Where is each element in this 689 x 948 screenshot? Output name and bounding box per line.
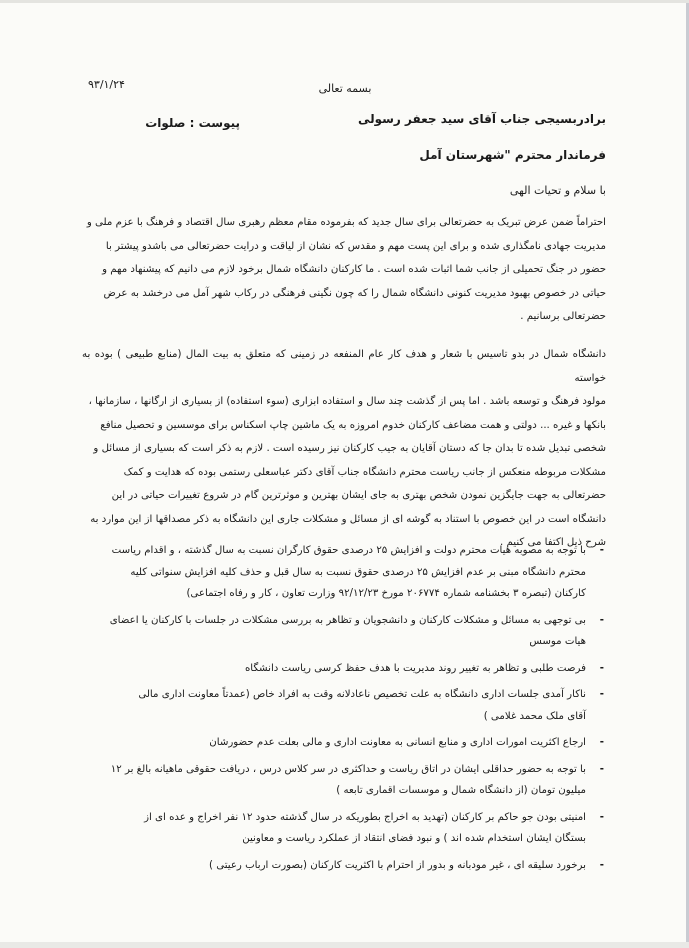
complaints-list [95,540,604,881]
greeting: با سلام و تحیات الهی [509,184,606,197]
list-item [95,855,604,877]
paragraph-line: مشکلات مربوطه منعکس از جانب ریاست محترم دانشگاه جناب آقای دکتر عباسعلی رستمی بوده که هدایت و کمک [123,466,606,478]
basmala: بسمه تعالی [318,82,372,95]
list-item-line: با توجه به مصوبه هیات محترم دولت و افزایش ۲۵ درصدی حقوق کارگران نسبت به سال گذشته ، و اقدام ریاست [111,545,586,556]
list-item-line: محترم دانشگاه مبنی بر عدم افزایش ۲۵ درصدی حقوق نسبت به سال قبل و حذف کلیه افزایش سنواتی کلیه [130,566,586,578]
paragraph-line: حضرتعالی برسانیم . [520,311,606,322]
scan-edge-bottom [0,942,689,948]
list-bullet: - [599,811,604,823]
paragraph-line: مدیریت جهادی نامگذاری شده و برای این پست مهم و مقدس که نشان از لیاقت و درایت حضرتعالی می باشدو پیشتر با [105,240,606,252]
paragraph-line: مولود فرهنگ و توسعه باشد . اما پس از گذشت چند سال و استفاده ابزاری (سوء استفاده) از بسیاری از ارگانها ، سازمانها ، [88,396,606,407]
list-item-line: بی توجهی به مسائل و مشکلات کارکنان و دانشجویان و تظاهر به بررسی مشکلات در جلسات با کارکنان یا اعضای [109,614,586,626]
list-bullet: - [599,662,604,674]
recipient-line-2: فرماندار محترم "شهرستان آمل [419,148,606,162]
list-item-line: کارکنان (تبصره ۳ بخشنامه شماره ۲۰۶۷۷۴ مورخ ۹۲/۱۲/۲۳ وزارت تعاون ، کار و رفاه اجتماعی) [186,588,586,599]
list-item [95,732,604,754]
list-item [95,759,604,802]
paragraph-line: حیاتی در خصوص بهبود مدیریت کنونی دانشگاه شمال را که چون نگینی فرهنگی در رکاب شهر آمل می درخشد به عرض [103,287,606,299]
scan-edge-top [0,0,689,3]
paragraph-line: بانکها و غیره ... دولتی و همت مضاعف کارکنان خدوم امروزه به یک ماشین چاپ اسکناس برای موسسین و تحصیل منافع [100,419,606,431]
list-bullet: - [599,614,604,626]
attachment-note: پیوست : صلوات [145,116,240,130]
list-item [95,807,604,850]
list-item [95,658,604,680]
list-item-line: ارجاع اکثریت امورات اداری و منابع انسانی به معاونت اداری و مالی بعلت عدم حضورشان [209,737,586,748]
paragraph-line: دانشگاه است در این خصوص با استناد به گوشه ای از مسائل و مشکلات جاری این دانشگاه به ذکر مصداقها از این موارد به [90,513,606,525]
list-item-line: فرصت طلبی و تظاهر به تغییر روند مدیریت با هدف حفظ کرسی ریاست دانشگاه [244,662,586,674]
list-item-line: هیات موسس [529,636,586,647]
list-item-line: ناکار آمدی جلسات اداری دانشگاه به علت تخصیص ناعادلانه وقت به افراد خاص (عمدتاً معاونت اداری مالی [138,689,586,700]
list-item-line: برخورد سلیقه ای ، غیر مودبانه و بدور از احترام با اکثریت کارکنان (بصورت ارباب رعیتی ) [209,859,586,871]
list-item [95,610,604,653]
paragraph-line: حضور در جنگ تحمیلی از جانب شما اثبات شده است . ما کارکنان دانشگاه شمال برخود لازم می دانیم که پیشنهاد مهم و [102,264,606,275]
paragraph-line: حضرتعالی به جهت جایگزین نمودن شخص بهتری به جای ایشان بهترین و موثرترین گام در شروع تغییرات حیاتی در این [111,490,606,501]
list-item [95,684,604,727]
list-item-line: بستگان ایشان استخدام شده اند ) و نبود فضای انتقاد از عملکرد ریاست و معاونین [242,833,586,844]
list-bullet: - [599,545,604,556]
list-bullet: - [599,859,604,871]
letter-date: ۹۳/۱/۲۴ [88,78,125,91]
paragraph-line: شرح ذیل اکتفا می کنیم . [500,537,606,548]
list-bullet: - [599,763,604,775]
paragraph-intro [82,211,606,329]
recipient-line-1: برادربسیجی جناب آقای سید جعفر رسولی [357,112,606,126]
list-item-line: آقای ملک محمد غلامی ) [483,710,586,722]
paragraph-line: شخصی تبدیل شده تا بدان جا که دستان آقایان به جیب کارکنان نیز رسیده است . لازم به ذکر است که بسیاری از مسائل و [93,443,606,454]
list-item-line: امنیتی بودن جو حاکم بر کارکنان (تهدید به اخراج بطوریکه در سال گذشته حدود ۱۲ نفر اخراج و عده ای از [144,811,586,823]
list-bullet: - [599,689,604,700]
list-item-line: با توجه به حضور حداقلی ایشان در اتاق ریاست و حداکثری در سر کلاس درس ، دریافت حقوقی ماهیانه بالغ بر ۱۲ [110,763,586,775]
list-bullet: - [599,737,604,748]
list-item [95,540,604,605]
paragraph-line: احتراماً ضمن عرض تبریک به حضرتعالی برای سال جدید که بفرموده مقام معظم رهبری سال اقتصاد و فرهنگ با عزم ملی و [86,217,606,228]
paragraph-body [82,343,606,555]
list-item-line: میلیون تومان (از دانشگاه شمال و موسسات اقماری تابعه ) [336,785,586,796]
paragraph-line: دانشگاه شمال در بدو تاسیس با شعار و هدف کار عام المنفعه در زمینی که متعلق به بیت المال (منابع طبیعی ) بوده به خواسته [82,349,606,384]
